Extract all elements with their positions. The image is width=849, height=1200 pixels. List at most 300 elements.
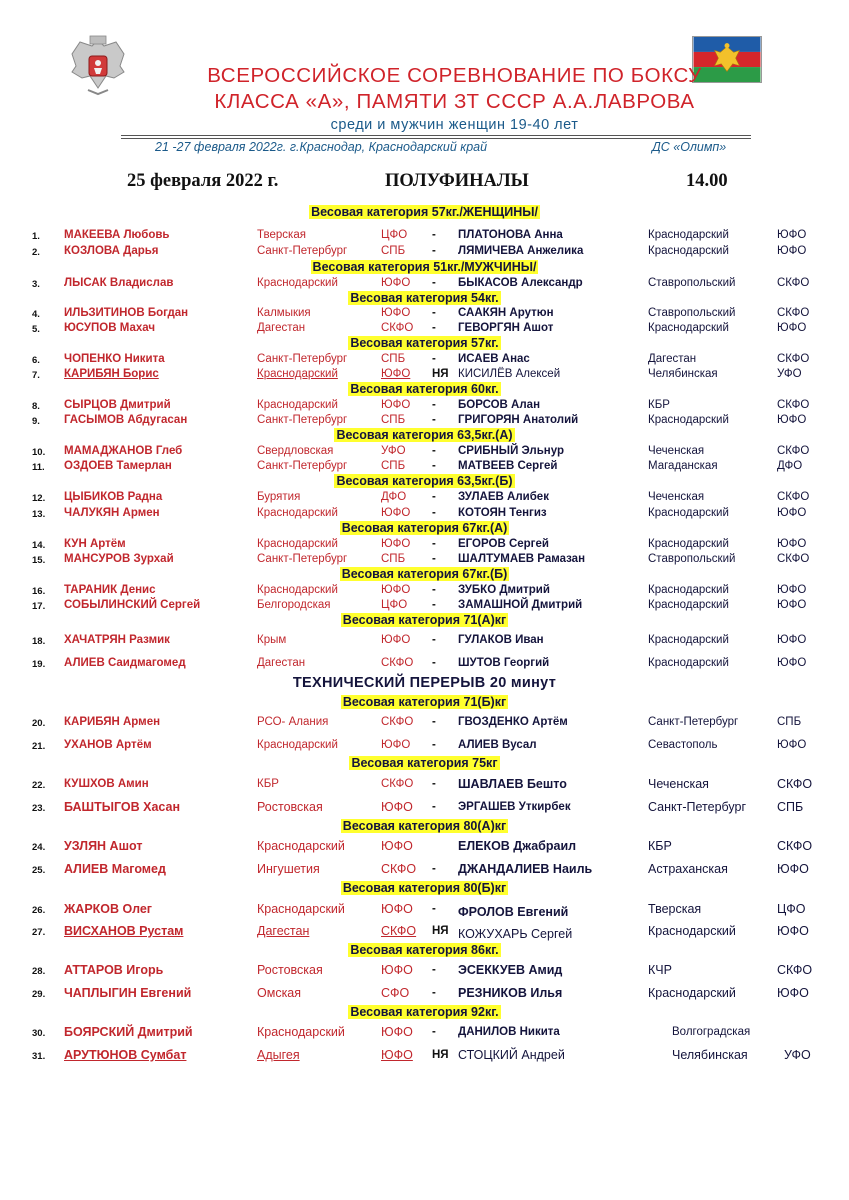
blue-corner-region: Краснодарский bbox=[648, 414, 729, 426]
bout-row bbox=[0, 536, 849, 552]
red-corner-region: Ростовская bbox=[257, 963, 323, 977]
bout-row bbox=[0, 962, 849, 978]
red-corner-boxer: КУШХОВ Амин bbox=[64, 778, 149, 790]
header-divider-2 bbox=[121, 138, 751, 139]
bout-result: - bbox=[432, 538, 436, 550]
blue-corner-district: СПБ bbox=[777, 716, 802, 728]
red-corner-district: ЮФО bbox=[381, 1048, 413, 1062]
red-corner-district: ЮФО bbox=[381, 368, 411, 380]
bout-number: 13. bbox=[32, 509, 46, 520]
bout-number: 8. bbox=[32, 401, 40, 412]
red-corner-district: СПБ bbox=[381, 553, 406, 565]
bout-result: - bbox=[432, 353, 436, 365]
event-subtitle: среди и мужчин женщин 19-40 лет bbox=[330, 117, 579, 133]
header-divider bbox=[121, 135, 751, 136]
red-corner-region: Санкт-Петербург bbox=[257, 245, 348, 257]
red-corner-district: СКФО bbox=[381, 657, 414, 669]
red-corner-region: Бурятия bbox=[257, 491, 301, 503]
weight-category-header: Весовая категория 63,5кг.(А) bbox=[336, 428, 513, 442]
red-corner-district: СКФО bbox=[381, 862, 417, 876]
bout-row bbox=[0, 351, 849, 367]
bout-row bbox=[0, 551, 849, 567]
bout-number: 30. bbox=[32, 1028, 46, 1039]
bout-result: - bbox=[432, 657, 436, 669]
session-stage: ПОЛУФИНАЛЫ bbox=[385, 171, 529, 191]
weight-category-header: Весовая категория 51кг./МУЖЧИНЫ/ bbox=[312, 260, 537, 274]
red-corner-district: ЮФО bbox=[381, 507, 411, 519]
red-corner-boxer: СЫРЦОВ Дмитрий bbox=[64, 399, 171, 411]
blue-corner-district: СКФО bbox=[777, 399, 810, 411]
red-corner-region: Краснодарский bbox=[257, 277, 338, 289]
red-corner-region: Свердловская bbox=[257, 445, 334, 457]
bout-row bbox=[0, 737, 849, 753]
bout-number: 7. bbox=[32, 370, 40, 381]
blue-corner-region: Краснодарский bbox=[648, 229, 729, 241]
event-title-line-1: ВСЕРОССИЙСКОЕ СОРЕВНОВАНИЕ ПО БОКСУ bbox=[207, 64, 702, 87]
blue-corner-region: Дагестан bbox=[648, 353, 697, 365]
blue-corner-district: ЮФО bbox=[777, 657, 807, 669]
blue-corner-district: СКФО bbox=[777, 839, 813, 853]
red-corner-district: ЮФО bbox=[381, 584, 411, 596]
bout-result: - bbox=[432, 491, 436, 503]
bout-row bbox=[0, 632, 849, 648]
blue-corner-district: УФО bbox=[784, 1048, 811, 1062]
bout-result: - bbox=[432, 460, 436, 472]
blue-corner-district: СКФО bbox=[777, 277, 810, 289]
blue-corner-boxer: ЕЛЕКОВ Джабраил bbox=[458, 839, 577, 853]
red-corner-district: ЦФО bbox=[381, 599, 408, 611]
blue-corner-district: ЮФО bbox=[777, 862, 809, 876]
red-corner-district: ЮФО bbox=[381, 963, 413, 977]
red-corner-district: ЮФО bbox=[381, 902, 413, 916]
red-corner-boxer: ЦЫБИКОВ Радна bbox=[64, 491, 163, 503]
red-corner-district: СФО bbox=[381, 986, 410, 1000]
bout-result: - bbox=[432, 599, 436, 611]
red-corner-region: Адыгея bbox=[257, 1048, 300, 1062]
session-time: 14.00 bbox=[686, 171, 728, 191]
blue-corner-district: ЮФО bbox=[777, 414, 807, 426]
blue-corner-region: Краснодарский bbox=[648, 538, 729, 550]
red-corner-region: Дагестан bbox=[257, 657, 306, 669]
blue-corner-region: Ставропольский bbox=[648, 553, 736, 565]
red-corner-region: Санкт-Петербург bbox=[257, 353, 348, 365]
bout-number: 18. bbox=[32, 636, 46, 647]
bout-number: 4. bbox=[32, 309, 40, 320]
red-corner-region: Ингушетия bbox=[257, 862, 320, 876]
blue-corner-boxer: КОТОЯН Тенгиз bbox=[458, 507, 547, 519]
bout-row bbox=[0, 243, 849, 259]
blue-corner-region: Краснодарский bbox=[648, 924, 736, 938]
blue-corner-district: СПБ bbox=[777, 800, 804, 814]
blue-corner-region: Санкт-Петербург bbox=[648, 716, 739, 728]
blue-corner-region: Санкт-Петербург bbox=[648, 800, 747, 814]
bout-row bbox=[0, 275, 849, 291]
bout-number: 12. bbox=[32, 493, 46, 504]
blue-corner-district: ЮФО bbox=[777, 538, 807, 550]
bout-result: НЯ bbox=[432, 925, 449, 937]
blue-corner-district: ЮФО bbox=[777, 599, 807, 611]
blue-corner-boxer: МАТВЕЕВ Сергей bbox=[458, 460, 558, 472]
red-corner-boxer: КУН Артём bbox=[64, 538, 126, 550]
blue-corner-boxer: СТОЦКИЙ Андрей bbox=[458, 1048, 565, 1062]
event-venue: ДС «Олимп» bbox=[652, 140, 727, 154]
bout-result: - bbox=[432, 277, 436, 289]
bout-result: - bbox=[432, 964, 436, 976]
bout-row bbox=[0, 838, 849, 854]
bout-result: - bbox=[432, 863, 436, 875]
weight-category-header: Весовая категория 63,5кг.(Б) bbox=[336, 474, 513, 488]
red-corner-region: Краснодарский bbox=[257, 584, 338, 596]
bout-result: - bbox=[432, 739, 436, 751]
red-corner-district: СКФО bbox=[381, 924, 417, 938]
bout-number: 24. bbox=[32, 842, 46, 853]
bout-result: - bbox=[432, 414, 436, 426]
red-corner-region: Краснодарский bbox=[257, 902, 345, 916]
bout-number: 9. bbox=[32, 416, 40, 427]
red-corner-district: СПБ bbox=[381, 414, 406, 426]
bout-number: 11. bbox=[32, 462, 45, 473]
weight-category-header: Весовая категория 71(Б)кг bbox=[342, 695, 507, 709]
red-corner-district: ЮФО bbox=[381, 538, 411, 550]
red-corner-region: Краснодарский bbox=[257, 739, 338, 751]
blue-corner-region: Краснодарский bbox=[648, 584, 729, 596]
blue-corner-boxer: ГРИГОРЯН Анатолий bbox=[458, 414, 579, 426]
blue-corner-boxer: ГУЛАКОВ Иван bbox=[458, 634, 544, 646]
red-corner-boxer: ЧАПЛЫГИН Евгений bbox=[64, 986, 192, 1000]
blue-corner-district: ЮФО bbox=[777, 584, 807, 596]
bout-row bbox=[0, 443, 849, 459]
red-corner-region: Краснодарский bbox=[257, 839, 345, 853]
bout-row bbox=[0, 655, 849, 671]
blue-corner-district: СКФО bbox=[777, 353, 810, 365]
blue-corner-boxer: ЭРГАШЕВ Уткирбек bbox=[458, 801, 571, 813]
blue-corner-region: КБР bbox=[648, 399, 670, 411]
bout-row bbox=[0, 799, 849, 815]
bout-row bbox=[0, 397, 849, 413]
bout-row bbox=[0, 489, 849, 505]
red-corner-district: СКФО bbox=[381, 716, 414, 728]
blue-corner-district: СКФО bbox=[777, 553, 810, 565]
blue-corner-district: СКФО bbox=[777, 963, 813, 977]
bout-row bbox=[0, 227, 849, 243]
bout-number: 6. bbox=[32, 355, 40, 366]
red-corner-district: СКФО bbox=[381, 322, 414, 334]
weight-category-header: Весовая категория 57кг. bbox=[350, 336, 499, 350]
blue-corner-region: Ставропольский bbox=[648, 307, 736, 319]
red-corner-boxer: ОЗДОЕВ Тамерлан bbox=[64, 460, 172, 472]
blue-corner-boxer: ГЕВОРГЯН Ашот bbox=[458, 322, 554, 334]
bout-result: - bbox=[432, 716, 436, 728]
blue-corner-region: Краснодарский bbox=[648, 986, 736, 1000]
bout-row bbox=[0, 1047, 849, 1063]
bout-result: НЯ bbox=[432, 1049, 449, 1061]
bout-number: 14. bbox=[32, 540, 46, 551]
blue-corner-district: ЮФО bbox=[777, 245, 807, 257]
blue-corner-region: Краснодарский bbox=[648, 245, 729, 257]
red-corner-boxer: АЛИЕВ Магомед bbox=[64, 862, 166, 876]
bout-number: 22. bbox=[32, 780, 46, 791]
bout-row bbox=[0, 582, 849, 598]
bout-number: 21. bbox=[32, 741, 46, 752]
blue-corner-boxer: ГВОЗДЕНКО Артём bbox=[458, 716, 568, 728]
bout-result: - bbox=[432, 987, 436, 999]
bout-row bbox=[0, 505, 849, 521]
event-dates-place: 21 -27 февраля 2022г. г.Краснодар, Краснодарский край bbox=[155, 140, 488, 154]
red-corner-boxer: КАРИБЯН Армен bbox=[64, 716, 161, 728]
red-corner-district: ЮФО bbox=[381, 399, 411, 411]
red-corner-boxer: БОЯРСКИЙ Дмитрий bbox=[64, 1025, 193, 1039]
red-corner-region: КБР bbox=[257, 778, 279, 790]
event-title-line-2: КЛАССА «А», ПАМЯТИ ЗТ СССР А.А.ЛАВРОВА bbox=[214, 90, 695, 113]
red-corner-boxer: СОБЫЛИНСКИЙ Сергей bbox=[64, 599, 201, 611]
red-corner-district: СПБ bbox=[381, 353, 406, 365]
bout-number: 28. bbox=[32, 966, 46, 977]
red-corner-boxer: ИЛЬЗИТИНОВ Богдан bbox=[64, 307, 189, 319]
blue-corner-boxer: ЗУЛАЕВ Алибек bbox=[458, 491, 549, 503]
red-corner-region: Ростовская bbox=[257, 800, 323, 814]
weight-category-header: Весовая категория 54кг. bbox=[350, 291, 499, 305]
weight-category-header: Весовая категория 71(А)кг bbox=[342, 613, 507, 627]
blue-corner-region: Тверская bbox=[648, 902, 702, 916]
red-corner-district: СКФО bbox=[381, 778, 414, 790]
bout-result: - bbox=[432, 778, 436, 790]
blue-corner-district: СКФО bbox=[777, 491, 810, 503]
blue-corner-boxer: РЕЗНИКОВ Илья bbox=[458, 986, 563, 1000]
bout-number: 29. bbox=[32, 989, 46, 1000]
blue-corner-boxer: ШАЛТУМАЕВ Рамазан bbox=[458, 553, 586, 565]
blue-corner-boxer: ЗУБКО Дмитрий bbox=[458, 584, 550, 596]
red-corner-region: Крым bbox=[257, 634, 287, 646]
blue-corner-boxer: ПЛАТОНОВА Анна bbox=[458, 229, 563, 241]
blue-corner-region: Челябинская bbox=[648, 368, 718, 380]
blue-corner-region: Чеченская bbox=[648, 777, 709, 791]
red-corner-region: Санкт-Петербург bbox=[257, 460, 348, 472]
bout-row bbox=[0, 1024, 849, 1040]
bout-number: 19. bbox=[32, 659, 46, 670]
weight-category-header: Весовая категория 57кг./ЖЕНЩИНЫ/ bbox=[311, 205, 538, 219]
blue-corner-region: Астраханская bbox=[648, 862, 728, 876]
blue-corner-district: ЮФО bbox=[777, 924, 809, 938]
blue-corner-district: ЮФО bbox=[777, 634, 807, 646]
red-corner-boxer: ХАЧАТРЯН Размик bbox=[64, 634, 170, 646]
blue-corner-region: Ставропольский bbox=[648, 277, 736, 289]
blue-corner-district: ЦФО bbox=[777, 902, 806, 916]
red-corner-boxer: ЮСУПОВ Махач bbox=[64, 322, 156, 334]
red-corner-district: ЮФО bbox=[381, 739, 411, 751]
red-corner-region: Тверская bbox=[257, 229, 306, 241]
red-corner-region: Калмыкия bbox=[257, 307, 311, 319]
bout-number: 20. bbox=[32, 718, 46, 729]
bout-row bbox=[0, 320, 849, 336]
weight-category-header: Весовая категория 75кг bbox=[351, 756, 498, 770]
blue-corner-district: ЮФО bbox=[777, 507, 807, 519]
bout-result: НЯ bbox=[432, 368, 449, 380]
red-corner-boxer: ВИСХАНОВ Рустам bbox=[64, 924, 184, 938]
bout-number: 25. bbox=[32, 865, 46, 876]
blue-corner-district: СКФО bbox=[777, 445, 810, 457]
red-corner-region: Краснодарский bbox=[257, 507, 338, 519]
blue-corner-boxer: СРИБНЫЙ Эльнур bbox=[458, 445, 565, 457]
red-corner-boxer: КАРИБЯН Борис bbox=[64, 368, 159, 380]
red-corner-region: Краснодарский bbox=[257, 1025, 345, 1039]
bout-result: - bbox=[432, 399, 436, 411]
bout-result: - bbox=[432, 229, 436, 241]
bout-row bbox=[0, 923, 849, 939]
blue-corner-district: УФО bbox=[777, 368, 802, 380]
red-corner-district: ЦФО bbox=[381, 229, 408, 241]
bout-row bbox=[0, 305, 849, 321]
blue-corner-boxer: ИСАЕВ Анас bbox=[458, 353, 530, 365]
blue-corner-boxer: ЗАМАШНОЙ Дмитрий bbox=[458, 599, 583, 611]
bout-row bbox=[0, 412, 849, 428]
red-corner-district: ЮФО bbox=[381, 800, 413, 814]
red-corner-region: РСО- Алания bbox=[257, 716, 329, 728]
bout-number: 2. bbox=[32, 247, 40, 258]
red-corner-region: Санкт-Петербург bbox=[257, 553, 348, 565]
red-corner-boxer: БАШТЫГОВ Хасан bbox=[64, 800, 181, 814]
red-corner-boxer: ЧОПЕНКО Никита bbox=[64, 353, 165, 365]
blue-corner-region: Краснодарский bbox=[648, 599, 729, 611]
blue-corner-region: Волгоградская bbox=[672, 1026, 751, 1038]
red-corner-district: ЮФО bbox=[381, 1025, 413, 1039]
red-corner-region: Дагестан bbox=[257, 322, 306, 334]
red-corner-boxer: АЛИЕВ Саидмагомед bbox=[64, 657, 186, 669]
red-corner-boxer: КОЗЛОВА Дарья bbox=[64, 245, 159, 257]
red-corner-boxer: УЗЛЯН Ашот bbox=[64, 839, 143, 853]
blue-corner-region: Челябинская bbox=[672, 1048, 748, 1062]
bout-number: 26. bbox=[32, 905, 46, 916]
bout-result: - bbox=[432, 1026, 436, 1038]
bout-result: - bbox=[432, 801, 436, 813]
red-corner-boxer: МАНСУРОВ Зурхай bbox=[64, 553, 174, 565]
blue-corner-boxer: АЛИЕВ Вусал bbox=[458, 739, 537, 751]
bout-number: 5. bbox=[32, 324, 40, 335]
blue-corner-region: Чеченская bbox=[648, 491, 705, 503]
blue-corner-boxer: ЛЯМИЧЕВА Анжелика bbox=[458, 245, 584, 257]
red-corner-boxer: ГАСЫМОВ Абдугасан bbox=[64, 414, 188, 426]
bout-number: 31. bbox=[32, 1051, 46, 1062]
bout-number: 17. bbox=[32, 601, 46, 612]
red-corner-boxer: АРУТЮНОВ Сумбат bbox=[64, 1048, 187, 1062]
blue-corner-region: Чеченская bbox=[648, 445, 705, 457]
bout-result: - bbox=[432, 245, 436, 257]
red-corner-boxer: ЧАЛУКЯН Армен bbox=[64, 507, 160, 519]
red-corner-boxer: УХАНОВ Артём bbox=[64, 739, 152, 751]
bout-number: 10. bbox=[32, 447, 46, 458]
red-corner-region: Омская bbox=[257, 986, 302, 1000]
blue-corner-region: Краснодарский bbox=[648, 322, 729, 334]
red-corner-district: СПБ bbox=[381, 245, 406, 257]
blue-corner-district: СКФО bbox=[777, 307, 810, 319]
bout-number: 3. bbox=[32, 279, 40, 290]
blue-corner-region: Краснодарский bbox=[648, 657, 729, 669]
blue-corner-region: Краснодарский bbox=[648, 634, 729, 646]
bout-result: - bbox=[432, 445, 436, 457]
bout-result: - bbox=[432, 553, 436, 565]
bout-row bbox=[0, 985, 849, 1001]
weight-category-header: Весовая категория 60кг. bbox=[350, 382, 499, 396]
red-corner-region: Краснодарский bbox=[257, 538, 338, 550]
red-corner-boxer: ЛЫСАК Владислав bbox=[64, 277, 174, 289]
bout-row bbox=[0, 366, 849, 382]
weight-category-header: Весовая категория 80(А)кг bbox=[342, 819, 507, 833]
red-corner-district: СПБ bbox=[381, 460, 406, 472]
blue-corner-boxer: ДАНИЛОВ Никита bbox=[458, 1026, 560, 1038]
bout-result: - bbox=[432, 634, 436, 646]
bout-result: - bbox=[432, 322, 436, 334]
bout-number: 27. bbox=[32, 927, 46, 938]
red-corner-boxer: МАКЕЕВА Любовь bbox=[64, 229, 170, 241]
red-corner-region: Санкт-Петербург bbox=[257, 414, 348, 426]
weight-category-header: Весовая категория 92кг. bbox=[350, 1005, 499, 1019]
red-corner-district: ДФО bbox=[381, 491, 407, 503]
bout-result: - bbox=[432, 307, 436, 319]
red-corner-boxer: ЖАРКОВ Олег bbox=[64, 902, 153, 916]
blue-corner-region: Севастополь bbox=[648, 739, 718, 751]
blue-corner-boxer: ЭСЕККУЕВ Амид bbox=[458, 963, 563, 977]
bout-number: 23. bbox=[32, 803, 46, 814]
blue-corner-boxer: ЕГОРОВ Сергей bbox=[458, 538, 549, 550]
blue-corner-district: ЮФО bbox=[777, 229, 807, 241]
blue-corner-boxer: ДЖАНДАЛИЕВ Наиль bbox=[458, 862, 593, 876]
red-corner-district: ЮФО bbox=[381, 307, 411, 319]
weight-category-header: Весовая категория 67кг.(А) bbox=[341, 521, 508, 535]
blue-corner-boxer: КИСИЛЁВ Алексей bbox=[458, 368, 561, 380]
bout-result: - bbox=[432, 507, 436, 519]
blue-corner-boxer: БОРСОВ Алан bbox=[458, 399, 541, 411]
red-corner-district: УФО bbox=[381, 445, 406, 457]
weight-category-header: Весовая категория 67кг.(Б) bbox=[341, 567, 508, 581]
blue-corner-boxer: КОЖУХАРЬ Сергей bbox=[458, 927, 573, 941]
red-corner-boxer: АТТАРОВ Игорь bbox=[64, 963, 164, 977]
red-corner-boxer: ТАРАНИК Денис bbox=[64, 584, 156, 596]
technical-break-notice: ТЕХНИЧЕСКИЙ ПЕРЕРЫВ 20 минут bbox=[292, 675, 557, 691]
bout-number: 16. bbox=[32, 586, 46, 597]
blue-corner-region: КБР bbox=[648, 839, 672, 853]
bout-row bbox=[0, 776, 849, 792]
blue-corner-district: ДФО bbox=[777, 460, 803, 472]
blue-corner-district: ЮФО bbox=[777, 322, 807, 334]
red-corner-district: ЮФО bbox=[381, 634, 411, 646]
blue-corner-boxer: ШАВЛАЕВ Бешто bbox=[458, 777, 567, 791]
blue-corner-region: Краснодарский bbox=[648, 507, 729, 519]
bout-number: 1. bbox=[32, 231, 40, 242]
bout-row bbox=[0, 597, 849, 613]
red-corner-region: Краснодарский bbox=[257, 399, 338, 411]
red-corner-region: Белгородская bbox=[257, 599, 331, 611]
weight-category-header: Весовая категория 86кг. bbox=[350, 943, 499, 957]
blue-corner-region: КЧР bbox=[648, 963, 672, 977]
blue-corner-boxer: БЫКАСОВ Александр bbox=[458, 277, 583, 289]
bout-row bbox=[0, 861, 849, 877]
red-corner-region: Краснодарский bbox=[257, 368, 338, 380]
blue-corner-district: ЮФО bbox=[777, 986, 809, 1000]
weight-category-header: Весовая категория 80(Б)кг bbox=[342, 881, 507, 895]
bout-result: - bbox=[432, 903, 436, 915]
red-corner-boxer: МАМАДЖАНОВ Глеб bbox=[64, 445, 183, 457]
blue-corner-boxer: ШУТОВ Георгий bbox=[458, 657, 550, 669]
bout-row bbox=[0, 901, 849, 917]
red-corner-district: ЮФО bbox=[381, 839, 413, 853]
red-corner-region: Дагестан bbox=[257, 924, 310, 938]
blue-corner-region: Магаданская bbox=[648, 460, 718, 472]
bout-result: - bbox=[432, 584, 436, 596]
blue-corner-boxer: СААКЯН Арутюн bbox=[458, 307, 554, 319]
bout-row bbox=[0, 458, 849, 474]
session-date: 25 февраля 2022 г. bbox=[127, 171, 279, 191]
blue-corner-district: СКФО bbox=[777, 777, 813, 791]
blue-corner-boxer: ФРОЛОВ Евгений bbox=[458, 905, 569, 919]
